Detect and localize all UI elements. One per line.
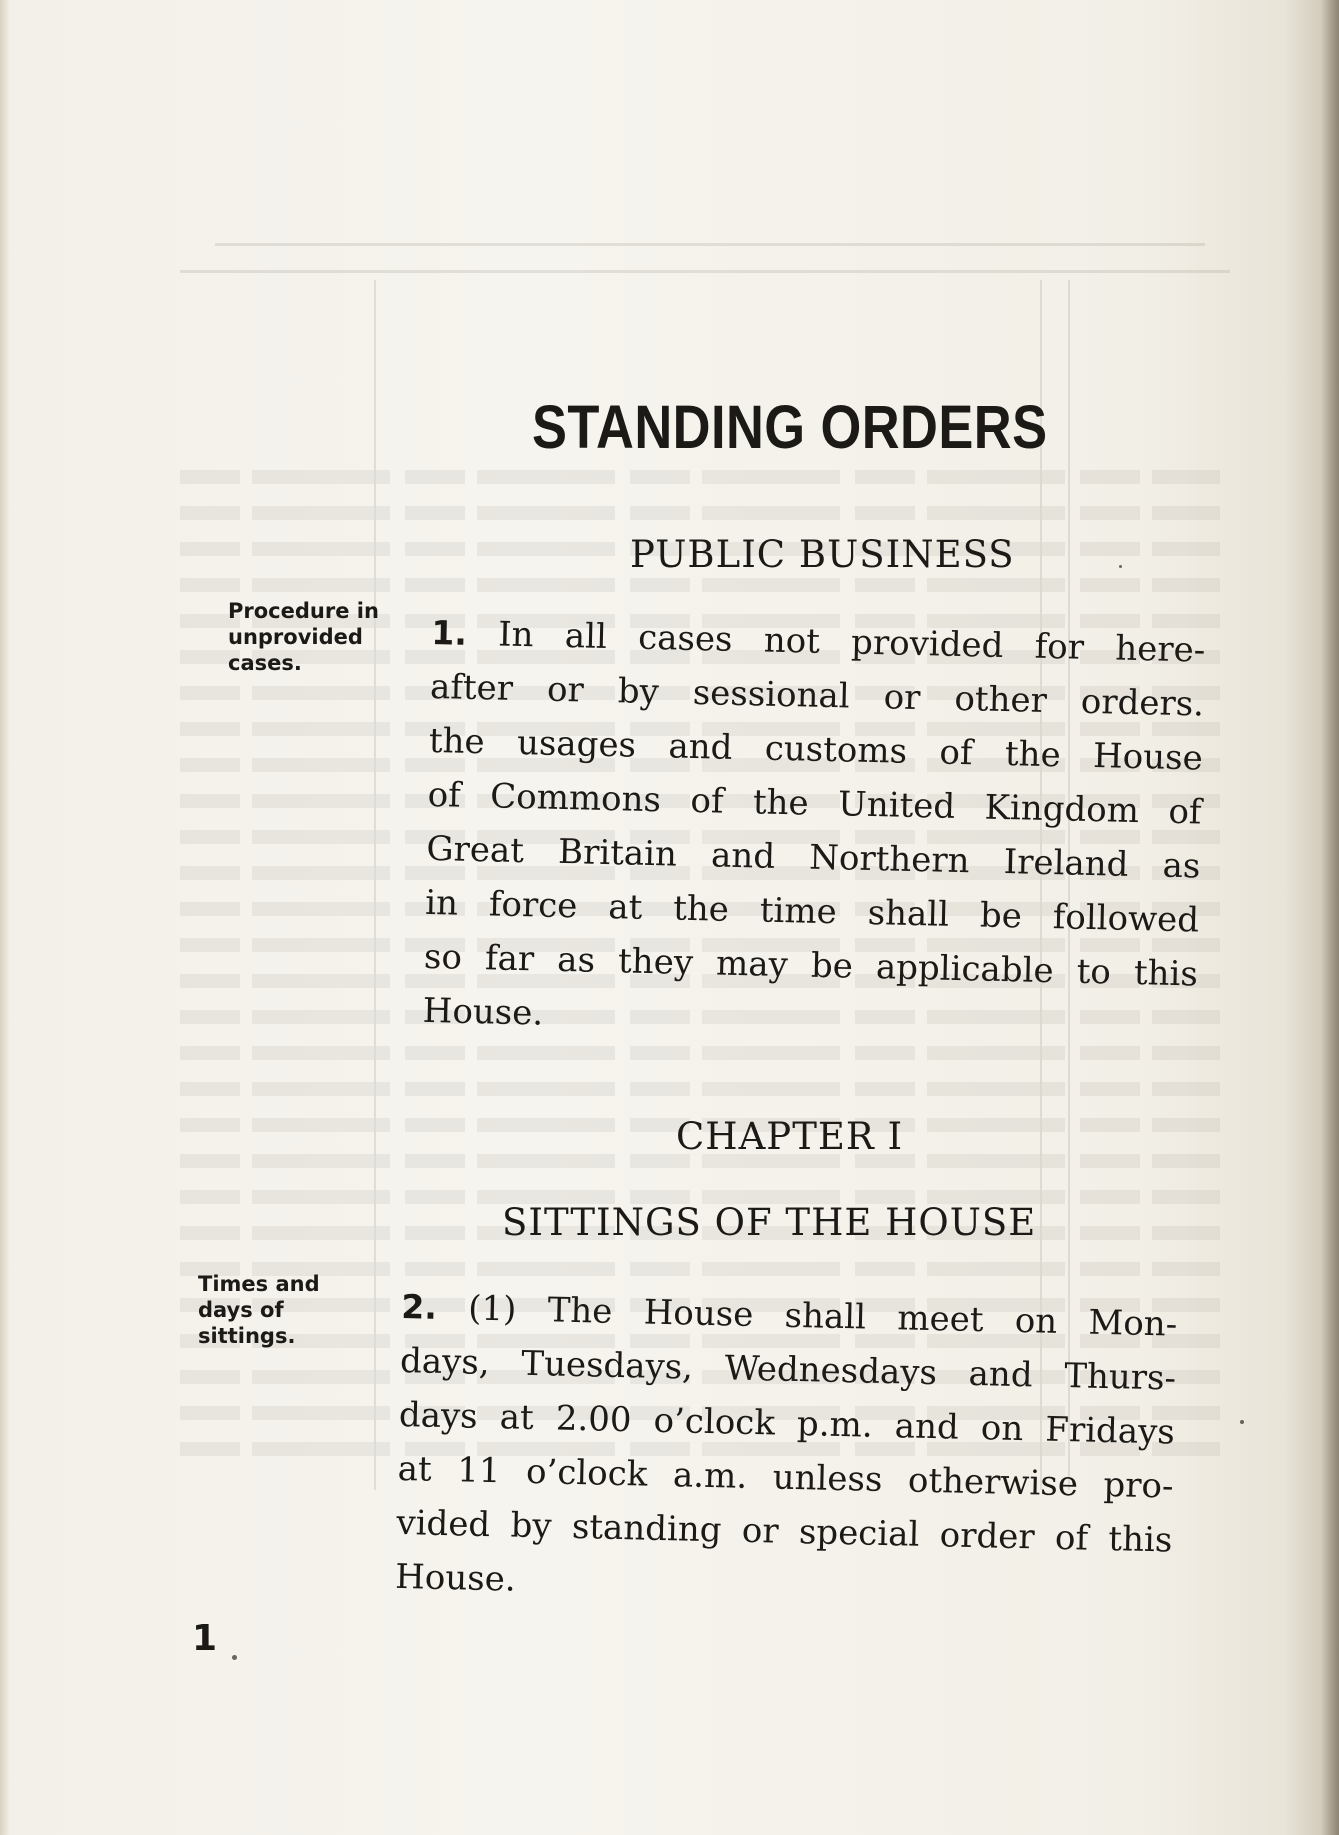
paragraph-line-text: In all cases not provided for here-: [466, 613, 1206, 671]
margin-note-rule-2: [198, 1271, 378, 1349]
paragraph-line: after or by sessional or other orders.: [429, 666, 1205, 725]
paragraph-line: vided by standing or special order of this: [396, 1502, 1173, 1561]
paragraph-line: the usages and customs of the House: [428, 720, 1204, 779]
page-number: 1: [192, 1618, 218, 1659]
paragraph-line: days at 2.00 o’clock p.m. and on Fridays: [398, 1394, 1176, 1453]
section-heading: PUBLIC BUSINESS: [630, 533, 1015, 576]
paragraph-line: House.: [394, 1556, 517, 1600]
paragraph-line: so far as they may be applicable to this: [423, 936, 1199, 995]
rule-1-paragraph: [422, 606, 1206, 1055]
rule-number: 1.: [430, 612, 468, 653]
margin-note-line: Times and: [198, 1272, 320, 1296]
paragraph-line-text: (1) The House shall meet on Mon-: [436, 1287, 1178, 1345]
margin-note-line: sittings.: [198, 1324, 296, 1348]
margin-note-line: days of: [198, 1298, 284, 1322]
margin-note-line: unprovided: [228, 625, 363, 649]
ink-speck: [1240, 1420, 1244, 1424]
ink-speck: [232, 1655, 237, 1660]
paragraph-line: Great Britain and Northern Ireland as: [426, 828, 1201, 887]
margin-note-line: cases.: [228, 651, 302, 675]
paragraph-line: at 11 o’clock a.m. unless otherwise pro-: [397, 1448, 1174, 1507]
rule-number: 2.: [400, 1286, 438, 1327]
chapter-heading: CHAPTER I: [676, 1115, 904, 1158]
paragraph-line: of Commons of the United Kingdom of: [427, 774, 1202, 833]
paragraph-line: House.: [422, 990, 544, 1034]
margin-note-line: Procedure in: [228, 599, 379, 623]
rule-2-paragraph: [395, 1280, 1178, 1622]
paragraph-line: days, Tuesdays, Wednesdays and Thurs-: [399, 1340, 1177, 1399]
paragraph-line: in force at the time shall be followed: [424, 882, 1200, 941]
bleed-rule: [215, 243, 1205, 246]
chapter-title: SITTINGS OF THE HOUSE: [502, 1201, 1037, 1244]
page-title: STANDING ORDERS: [532, 393, 1048, 461]
margin-note-rule-1: [228, 598, 408, 676]
bleed-rule: [180, 270, 1230, 273]
ink-speck: [1119, 565, 1122, 568]
page-right-edge: [1321, 0, 1339, 1835]
